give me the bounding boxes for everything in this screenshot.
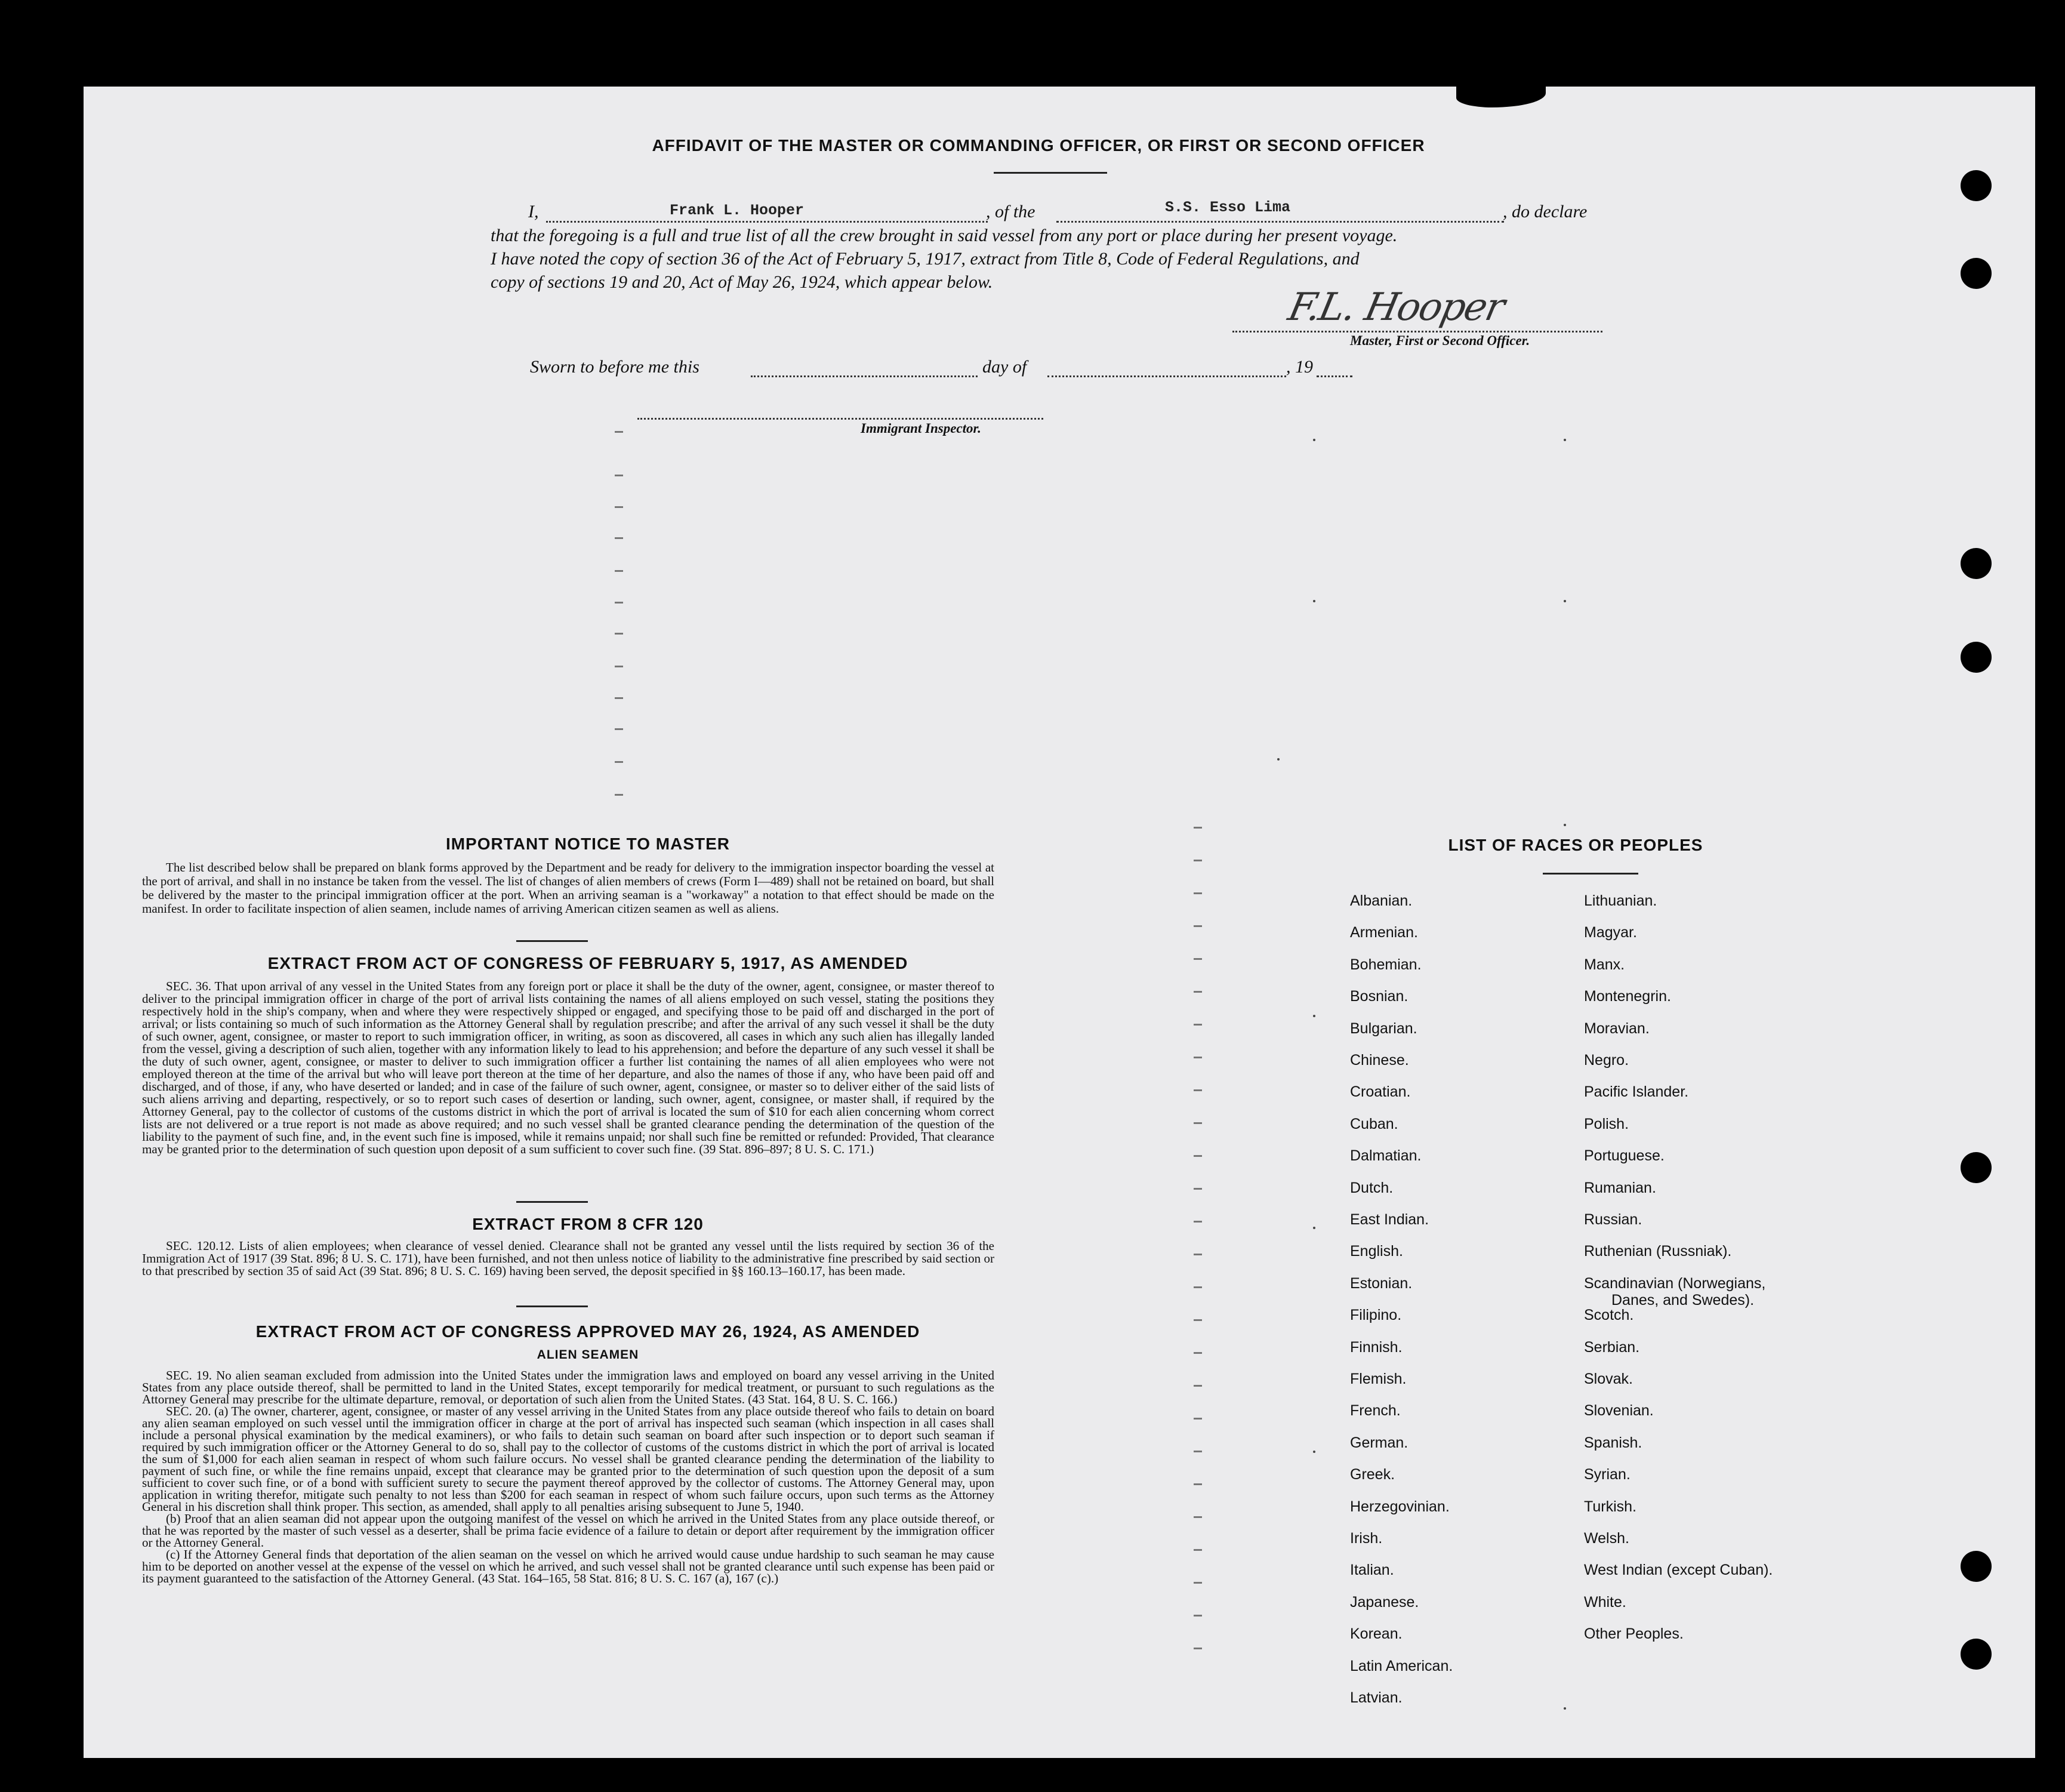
column-tick (1194, 1549, 1202, 1551)
column-tick (1194, 892, 1202, 894)
column-tick (615, 633, 623, 635)
column-tick (1194, 827, 1202, 829)
binder-hole (1961, 642, 1992, 673)
race-item: Scandinavian (Norwegians, (1584, 1274, 1766, 1292)
extract-1924-title: EXTRACT FROM ACT OF CONGRESS APPROVED MAY 26, 1924, AS AMENDED (255, 1322, 920, 1341)
column-tick (1194, 1582, 1202, 1584)
race-item: Irish. (1350, 1530, 1383, 1547)
race-item: Slovak. (1584, 1371, 1633, 1387)
column-dot (1313, 1227, 1315, 1229)
race-item: Albanian. (1350, 892, 1413, 909)
master-name-value: Frank L. Hooper (667, 202, 806, 219)
binder-hole (1961, 258, 1992, 289)
notice-title: IMPORTANT NOTICE TO MASTER (445, 835, 731, 853)
column-tick (1194, 1122, 1202, 1124)
race-item: Other Peoples. (1584, 1625, 1684, 1643)
race-item: Manx. (1584, 956, 1625, 973)
race-item: Pacific Islander. (1584, 1083, 1689, 1101)
sec-20a-text: SEC. 20. (a) The owner, charterer, agent, consignee, or master of any vessel arriving in the United States from any place outside thereof who fails to detain on board any alien seaman employed on such vessel until the immigration officer in charge at the port of arrival has inspected such seaman (which inspection in all cases shall include a personal physical examination by the medical examiners), or who fails to detain such seaman on board after such inspection or to deport such seaman if required by such immigration officer or the Attorney General to do so, shall pay to the collector of customs of the customs district in which the port of arrival is located the sum of $1,000 for each alien seaman in respect of whom such failure occurs. No vessel shall be granted clearance pending the determination of the liability to payment of such fine, or while the fine remains unpaid, except that clearance may be granted prior to the determination of such question upon the deposit of a sum sufficient to cover such fine, or of a bond with sufficient surety to secure the payment thereof approved by the collector of customs. The Attorney General may, upon application in writing therefor, mitigate such penalty to not less than $200 for each seaman in respect of whom such failure occurs, upon such terms as the Attorney General in his discretion shall think proper. This section, as amended, shall apply to all penalties arising subsequent to June 5, 1940. (142, 1404, 994, 1514)
column-tick (615, 570, 623, 572)
race-item: Moravian. (1584, 1020, 1650, 1037)
column-tick (1194, 1451, 1202, 1452)
sworn-year-label: , 19 (1286, 357, 1313, 377)
signature: F.L. Hooper (1284, 285, 1508, 330)
extract-1917-title: EXTRACT FROM ACT OF CONGRESS OF FEBRUARY 5, 1917, AS AMENDED (267, 954, 908, 972)
binder-hole (1961, 170, 1992, 201)
race-item: Croatian. (1350, 1083, 1411, 1101)
column-tick (615, 697, 623, 699)
binder-hole (1961, 1639, 1992, 1670)
column-tick (1194, 1254, 1202, 1255)
binder-hole (1961, 548, 1992, 579)
column-tick (1194, 1516, 1202, 1518)
race-item: Armenian. (1350, 924, 1418, 941)
race-item: West Indian (except Cuban). (1584, 1562, 1773, 1579)
race-item: Herzegovinian. (1350, 1498, 1450, 1515)
column-dot (1313, 600, 1315, 602)
race-item: Slovenian. (1584, 1402, 1654, 1420)
extract-cfr-text: SEC. 120.12. Lists of alien employees; when clearance of vessel denied. Clearance shall not be granted any vessel until the lists required by section 36 of the Immigration Act of 1917 (39 Stat. 896; 8 U. S. C. 171), have been furnished, and not then unless notice of liability to the administrative fine prescribed by said section or to that prescribed by section 35 of said Act (39 Stat. 896; 8 U. S. C. 169) having been served, the deposit specified in §§ 160.13–160.17, has been made. (142, 1239, 994, 1278)
signature-caption: Master, First or Second Officer. (1350, 333, 1530, 348)
column-tick (1194, 860, 1202, 861)
column-tick (1194, 1155, 1202, 1157)
column-tick (1194, 958, 1202, 960)
race-item: Scotch. (1584, 1307, 1634, 1324)
binder-hole (1961, 1152, 1992, 1183)
race-item: French. (1350, 1402, 1401, 1420)
race-item: Portuguese. (1584, 1147, 1665, 1165)
race-item: Danes, and Swedes). (1611, 1291, 1755, 1308)
sec-20b-text: (b) Proof that an alien seaman did not appear upon the outgoing manifest of the vessel on which he arrived in the United States from any place outside thereof, or that he was reported by the master of such vessel as a deserter, shall be prima facie evidence of a failure to detain or deport after requirement by the immigration officer or the Attorney General. (142, 1511, 994, 1550)
extract-1917-rule (516, 1201, 588, 1203)
column-tick (1194, 1024, 1202, 1026)
race-item: Syrian. (1584, 1466, 1631, 1483)
column-tick (615, 761, 623, 763)
race-item: Latvian. (1350, 1689, 1403, 1706)
column-tick (1194, 1483, 1202, 1485)
column-tick (615, 602, 623, 604)
race-item: White. (1584, 1593, 1626, 1611)
column-tick (1194, 1188, 1202, 1190)
race-item: Polish. (1584, 1115, 1629, 1132)
race-item: Dalmatian. (1350, 1147, 1422, 1165)
column-tick (1194, 1286, 1202, 1288)
column-tick (1194, 1648, 1202, 1649)
sworn-year-field (1317, 361, 1352, 377)
affidavit-line-2: that the foregoing is a full and true list of all the crew brought in said vessel from any port or place during her present voyage. (491, 226, 1398, 245)
notice-rule (516, 940, 588, 942)
of-the-label: , of the (986, 202, 1035, 221)
race-item: German. (1350, 1434, 1408, 1451)
column-dot (1277, 758, 1280, 760)
race-item: East Indian. (1350, 1211, 1429, 1228)
race-item: Russian. (1584, 1211, 1642, 1228)
race-item: Korean. (1350, 1625, 1403, 1643)
race-item: English. (1350, 1243, 1403, 1260)
race-item: Negro. (1584, 1052, 1629, 1069)
extract-cfr-title: EXTRACT FROM 8 CFR 120 (472, 1215, 704, 1233)
race-item: Bulgarian. (1350, 1020, 1417, 1037)
column-tick (615, 431, 623, 433)
column-tick (615, 666, 623, 667)
race-item: Dutch. (1350, 1179, 1394, 1196)
race-item: Cuban. (1350, 1115, 1398, 1132)
column-dot (1564, 439, 1566, 441)
race-item: Welsh. (1584, 1530, 1629, 1547)
column-tick (1194, 1221, 1202, 1223)
column-tick (1194, 1615, 1202, 1617)
race-item: Finnish. (1350, 1338, 1403, 1356)
sworn-prefix: Sworn to before me this (530, 357, 699, 377)
sec-20c-text: (c) If the Attorney General finds that deportation of the alien seaman on the vessel on which he arrived would cause undue hardship to such seaman he may cause him to be deported on another vessel at the expense of the vessel on which he arrived, and such vessel shall not be granted clearance until such expense has been paid or its payment guaranteed to the satisfaction of the Attorney General. (43 Stat. 164–165, 58 Stat. 816; 8 U. S. C. 167 (a), 167 (c).) (142, 1547, 994, 1585)
affidavit-line-4: copy of sections 19 and 20, Act of May 26, 1924, which appear below. (491, 272, 993, 292)
sworn-day-label: day of (982, 357, 1027, 377)
race-item: Japanese. (1350, 1593, 1419, 1611)
column-dot (1564, 824, 1566, 826)
inspector-caption: Immigrant Inspector. (861, 421, 981, 436)
column-tick (1194, 1418, 1202, 1420)
race-item: Montenegrin. (1584, 988, 1671, 1005)
column-tick (615, 506, 623, 508)
affidavit-line-3: I have noted the copy of section 36 of the Act of February 5, 1917, extract from Title 8, Code of Federal Regulations, and (491, 249, 1360, 269)
signature-line (1232, 316, 1602, 332)
sworn-month-field (1047, 361, 1286, 377)
extract-1924-body (142, 1369, 994, 1584)
race-item: Spanish. (1584, 1434, 1642, 1451)
race-item: Chinese. (1350, 1052, 1409, 1069)
column-dot (1564, 600, 1566, 602)
column-tick (1194, 1352, 1202, 1354)
column-tick (615, 537, 623, 539)
race-item: Filipino. (1350, 1307, 1402, 1324)
column-tick (1194, 991, 1202, 993)
race-item: Italian. (1350, 1562, 1394, 1579)
race-item: Magyar. (1584, 924, 1637, 941)
vessel-name-value: S.S. Esso Lima (1163, 199, 1293, 216)
race-item: Serbian. (1584, 1338, 1640, 1356)
races-rule (1543, 873, 1638, 875)
affidavit-title: AFFIDAVIT OF THE MASTER OR COMMANDING OFFICER, OR FIRST OR SECOND OFFICER (652, 136, 1425, 155)
races-title: LIST OF RACES OR PEOPLES (1448, 836, 1703, 854)
sworn-day-field (751, 361, 978, 377)
column-tick (615, 475, 623, 476)
column-tick (1194, 925, 1202, 927)
notice-text: The list described below shall be prepared on blank forms approved by the Department and be ready for delivery to the immigration inspector boarding the vessel at the port of arrival, and shall in no instance be taken from the vessel. The list of changes of alien members of crews (Form I—489) shall not be retained on board, but shall be delivered by the master to the principal immigration officer at the port. When an arriving seaman is a "workaway" a notation to that effect should be made on the manifest. In order to facilitate inspection of alien seamen, include names of arriving American citizen seamen as well as aliens. (142, 860, 994, 916)
column-dot (1313, 1451, 1315, 1453)
column-tick (1194, 1319, 1202, 1321)
race-item: Bohemian. (1350, 956, 1422, 973)
column-tick (1194, 1385, 1202, 1387)
extract-1917-text: SEC. 36. That upon arrival of any vessel in the United States from any foreign port or place it shall be the duty of the owner, agent, consignee, or master thereof to deliver to the principal immigration officer in charge of the port of arrival lists containing the names of all aliens employed on such vessel, stating the positions they respectively hold in the ship's company, when and where they were respectively shipped or engaged, and specifying those to be paid off and discharged in the port of arrival; or lists containing so much of such information as the Attorney General shall by regulation prescribe; and after the arrival of any such vessel it shall be the duty of such owner, agent, consignee, or master to report to such immigration officer, in writing, as soon as discovered, all cases in which any such alien has illegally landed from the vessel, giving a description of such alien, together with any information likely to lead to his apprehension; and before the departure of any such vessel it shall be the duty of such owner, agent, consignee, or master to deliver to such immigration officer a further list containing the names of all alien employees who were not employed thereon at the time of the arrival but who will leave port thereon at the time of her departure, and also the names of those if any, who have been paid off and discharged, and of those, if any, who have deserted or landed; and in case of the failure of such owner, agent, consignee, or master so to deliver either of the said lists of such aliens arriving and departing, respectively, or so to report such cases of desertion or landing, such owner, agent, consignee, or master shall, if required by the Attorney General, pay to the collector of customs of the customs district in which the port of arrival is located the sum of $10 for each alien concerning whom correct lists are not delivered or a true report is not made as above required; and no such vessel shall be granted clearance pending the determination of the question of the liability to the payment of such fine, and, in the event such fine is imposed, while it remains unpaid; nor shall such fine be remitted or refunded: Provided, That clearance may be granted prior to the determination of such question upon deposit of a sum sufficient to cover such fine. (39 Stat. 896–897; 8 U. S. C. 171.) (142, 979, 994, 1156)
race-item: Turkish. (1584, 1498, 1636, 1515)
do-declare-label: , do declare (1503, 202, 1588, 221)
race-item: Estonian. (1350, 1274, 1413, 1292)
extract-cfr-rule (516, 1305, 588, 1307)
title-rule (994, 172, 1107, 174)
binder-hole (1961, 1551, 1992, 1582)
alien-seamen-subtitle: ALIEN SEAMEN (537, 1348, 639, 1362)
column-tick (1194, 1089, 1202, 1091)
race-item: Bosnian. (1350, 988, 1408, 1005)
race-item: Greek. (1350, 1466, 1395, 1483)
sec-19-text: SEC. 19. No alien seaman excluded from admission into the United States under the immigration laws and employed on board any vessel arriving in the United States from any place outside thereof, shall be permitted to land in the United States, except temporarily for medical treatment, or pursuant to such regulations as the Attorney General may prescribe for the ultimate departure, removal, or deportation of such alien from the United States. (43 Stat. 164, 8 U. S. C. 166.) (142, 1368, 994, 1406)
race-item: Rumanian. (1584, 1179, 1656, 1196)
race-item: Ruthenian (Russniak). (1584, 1243, 1732, 1260)
race-item: Flemish. (1350, 1371, 1407, 1387)
column-tick (615, 794, 623, 796)
inspector-signature-line (637, 404, 1043, 420)
race-item: Latin American. (1350, 1657, 1453, 1674)
column-dot (1313, 439, 1315, 441)
column-dot (1313, 1015, 1315, 1017)
column-tick (1194, 1057, 1202, 1058)
i-prefix: I, (528, 202, 539, 221)
column-tick (615, 728, 623, 730)
race-item: Lithuanian. (1584, 892, 1657, 909)
column-dot (1564, 1707, 1566, 1710)
